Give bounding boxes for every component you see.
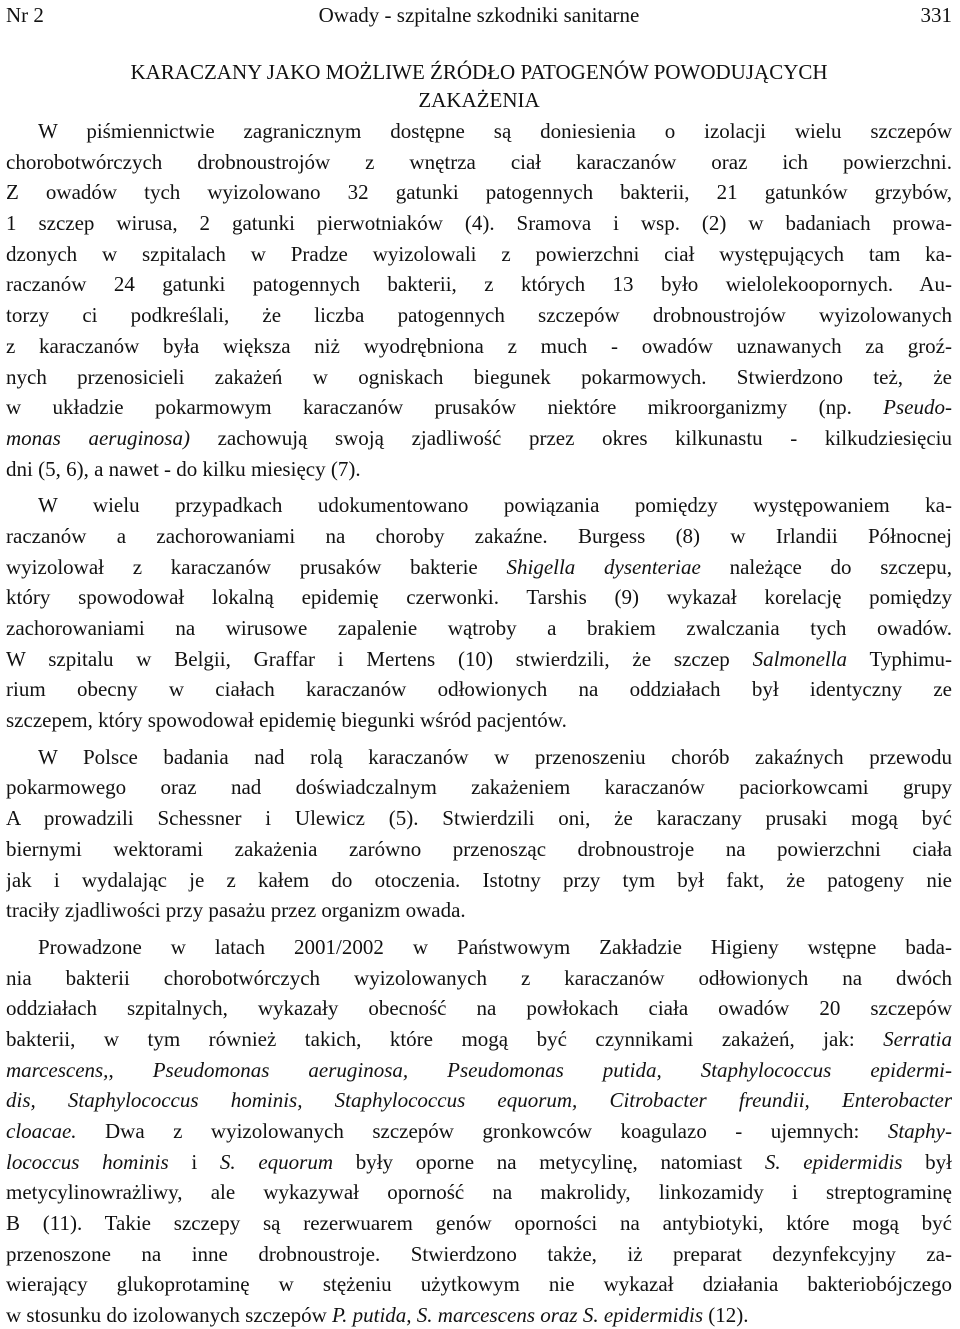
text-run: W szpitalu w Belgii, Graffar i Mertens (10) stwierdzili, że szczep [6,646,753,671]
text-line [6,1239,952,1270]
text-run: i [168,1149,220,1174]
text-run: 1 szczep wirusa, 2 gatunki pierwotniaków (4). Sramova i wsp. (2) w badaniach prowa- [6,211,952,236]
text-run: jak i wydalając je z kałem do otoczenia. Istotny przy tym był fakt, że patogeny nie [6,867,952,892]
italic-text: Staphy- [887,1119,952,1143]
paragraph [6,742,952,926]
text-line [6,521,952,552]
text-line [6,742,952,773]
italic-text: P. putida, S. marcescens oraz S. epidermidis [332,1303,703,1328]
text-line [6,644,952,675]
text-line [6,1177,952,1208]
text-run: raczanów 24 gatunki patogennych bakterii, z których 13 było wielolekoopornych. Au- [6,272,952,297]
text-run: który spowodował lokalną epidemię czerwonki. Tarshis (9) wykazał korelację pomiędzy [6,585,952,610]
body-text [6,116,952,1329]
text-run: były oporne na metycylinę, natomiast [333,1149,765,1174]
text-line [6,803,952,834]
text-line [6,865,952,896]
text-run: przenoszone na inne drobnoustroje. Stwierdzono także, iż preparat dezynfekcyjny za- [6,1241,952,1266]
text-run: Dwa z wyizolowanych szczepów gronkowców koagulazo - ujemnych: [76,1119,888,1143]
text-line [6,147,952,178]
italic-text: Salmonella [752,646,848,671]
section-title-line-2: ZAKAŻENIA [418,88,540,112]
text-run: W piśmiennictwie zagranicznym dostępne są doniesienia o izolacji wielu szczepów [38,119,952,143]
text-line [6,993,952,1024]
text-line [6,1055,952,1086]
text-run: raczanów a zachorowaniami na choroby zakaźne. Burgess (8) w Irlandii Północnej [6,523,952,548]
paragraph [6,116,952,484]
text-line [6,300,952,331]
text-line [6,1116,952,1147]
text-run: wierający glukoprotaminę w stężeniu użytkowym nie wykazał działania bakteriobójczego [6,1272,952,1297]
italic-text: Pseudo- [883,395,952,420]
text-run: dzonych w szpitalach w Pradze wyizolowali z powierzchni ciał występujących tam ka- [6,241,952,266]
italic-text: marcescens, [6,1057,109,1082]
text-run: biernymi wektorami zakażenia zarówno przenosząc drobnoustroje na powierzchni ciała [6,836,952,861]
text-line [6,1300,952,1329]
text-line [6,613,952,644]
text-line [6,490,952,521]
text-line [6,239,952,270]
running-title: Owady - szpitalne szkodniki sanitarne [318,3,640,27]
text-line [6,932,952,963]
text-run: nych przenosicieli zakażeń w ogniskach biegunek pokarmowych. Stwierdzono też, że [6,364,952,389]
text-line [6,392,952,423]
text-line [6,1085,952,1116]
text-line [6,1147,952,1178]
text-run: należące do szczepu, [700,554,952,579]
text-run: traciły zjadliwości przy pasażu przez organizm owada. [6,898,466,923]
italic-text: S. equorum [219,1149,334,1174]
page-header [6,0,952,30]
text-line [6,423,952,454]
text-line [6,1208,952,1239]
text-run: chorobotwórczych drobnoustrojów z wnętrza ciał karaczanów oraz ich powierzchni. [6,149,952,174]
page-number: 331 [920,3,952,27]
paragraph [6,490,952,736]
text-line [6,582,952,613]
section-title [6,58,952,114]
text-line [6,895,952,926]
italic-text: dis, Staphylococcus hominis, Staphylococcus equorum, Citrobacter freundii, Enterobacter [6,1088,952,1113]
text-run: rium obecny w ciałach karaczanów odłowionych na oddziałach był identyczny ze [6,677,952,702]
text-run: W Polsce badania nad rolą karaczanów w przenoszeniu chorób zakaźnych przewodu [38,744,952,769]
text-run: A prowadzili Schessner i Ulewicz (5). Stwierdzili oni, że karaczany prusaki mogą być [6,806,952,831]
text-run: zachorowaniami na wirusowe zapalenie wątroby a brakiem zwalczania tych owadów. [6,616,952,640]
italic-text: S. epidermidis [764,1149,903,1174]
paragraph [6,932,952,1329]
section-title-line-1: KARACZANY JAKO MOŻLIWE ŹRÓDŁO PATOGENÓW POWODUJĄCYCH [130,60,828,84]
text-line [6,116,952,147]
text-line [6,772,952,803]
text-run: dni (5, 6), a nawet - do kilku miesięcy (7). [6,456,361,481]
text-line [6,362,952,393]
text-run: bakterii, w tym również takich, które mogą być czynnikami zakażeń, jak: [6,1026,884,1051]
text-run: pokarmowego oraz nad doświadczalnym zakażeniem karaczanów paciorkowcami grupy [6,775,952,800]
text-run: Z owadów tych wyizolowano 32 gatunki patogennych bakterii, 21 gatunków grzybów, [6,180,952,205]
text-run: Prowadzone w latach 2001/2002 w Państwowym Zakładzie Higieny wstępne bada- [38,934,952,959]
italic-text: cloacae. [6,1119,77,1143]
text-run: zachowują swoją zjadliwość przez okres kilkunastu - kilkudziesięciu [189,425,952,450]
text-run: wyizolował z karaczanów prusaków bakterie [6,554,507,579]
text-run: W wielu przypadkach udokumentowano powiązania pomiędzy występowaniem ka- [38,493,952,518]
text-run: szczepem, który spowodował epidemię biegunki wśród pacjentów. [6,708,567,733]
text-run: z karaczanów była większa niż wyodrębniona z much - owadów uznawanych za groź- [6,333,952,358]
italic-text: Serratia [883,1026,952,1051]
text-run: Typhimu- [847,646,952,671]
document-page [6,0,952,1329]
italic-text: monas aeruginosa) [6,425,190,450]
text-line [6,674,952,705]
text-line [6,834,952,865]
text-line [6,552,952,583]
text-run: w układzie pokarmowym karaczanów prusaków niektóre mikroorganizmy (np. [6,395,884,420]
text-run: metycylinowrażliwy, ale wykazywał oporność na makrolidy, linkozamidy i streptograminę [6,1180,952,1205]
text-run: , [108,1057,153,1082]
text-line [6,331,952,362]
text-run: był [902,1149,952,1174]
text-line [6,454,952,485]
text-run: B (11). Takie szczepy są rezerwuarem genów oporności na antybiotyki, które mogą być [6,1211,952,1236]
italic-text: Shigella dysenteriae [506,554,701,579]
italic-text: lococcus hominis [6,1149,169,1174]
italic-text: Pseudomonas aeruginosa, Pseudomonas putida, Staphylococcus epidermi- [152,1057,952,1082]
text-run: torzy ci podkreślali, że liczba patogennych szczepów drobnoustrojów wyizolowanych [6,303,952,328]
text-run: nia bakterii chorobotwórczych wyizolowanych z karaczanów odłowionych na dwóch [6,965,952,990]
text-line [6,963,952,994]
text-run: w stosunku do izolowanych szczepów [6,1303,333,1328]
issue-number: Nr 2 [6,3,44,27]
text-line [6,269,952,300]
text-run: (12). [703,1303,749,1328]
text-line [6,208,952,239]
text-line [6,705,952,736]
text-line [6,177,952,208]
text-line [6,1269,952,1300]
text-run: oddziałach szpitalnych, wykazały obecność na powłokach ciała owadów 20 szczepów [6,996,952,1021]
text-line [6,1024,952,1055]
